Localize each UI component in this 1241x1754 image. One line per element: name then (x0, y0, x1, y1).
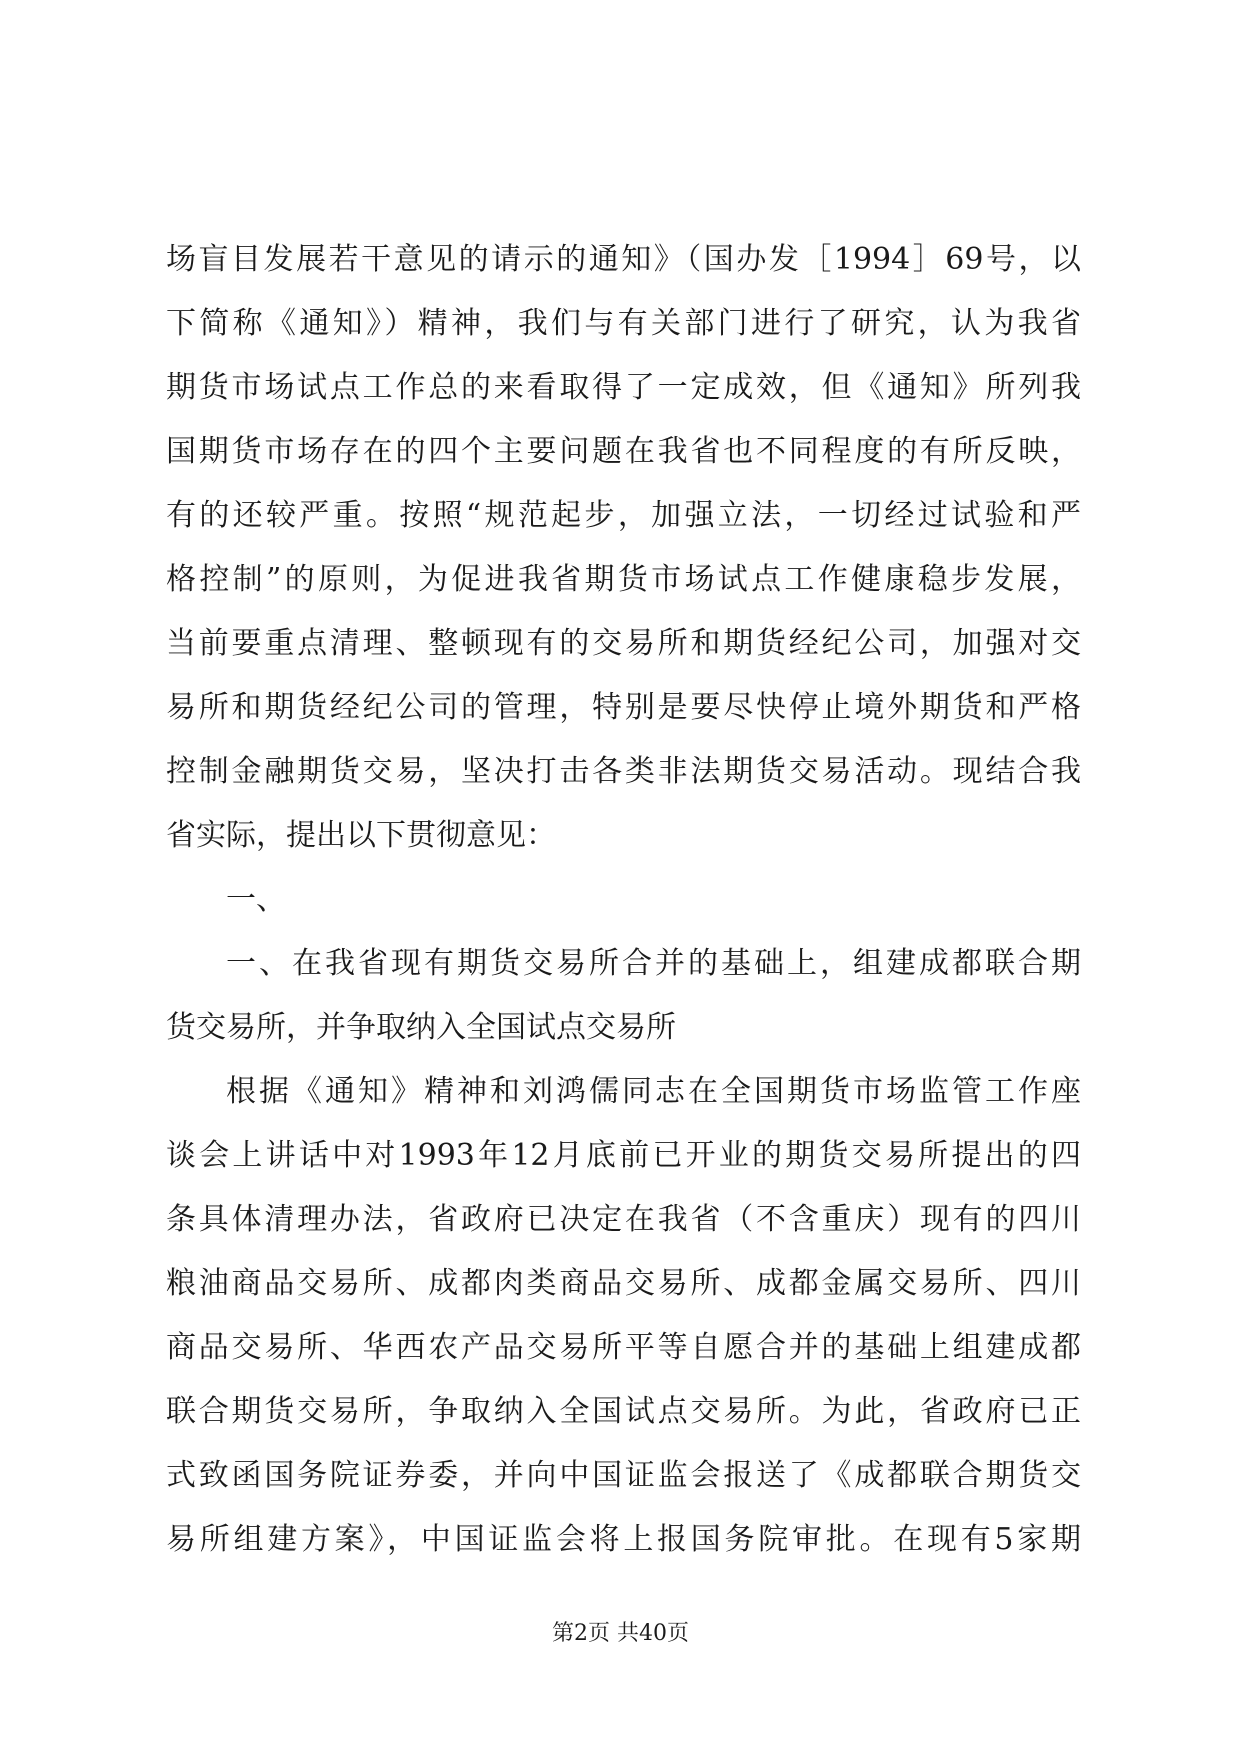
text-line: 根据《通知》精神和刘鸿儒同志在全国期货市场监管工作座 (226, 1074, 1081, 1109)
section-heading-continued: 货交易所，并争取纳入全国试点交易所 (166, 1010, 676, 1045)
text-line: 当前要重点清理、整顿现有的交易所和期货经纪公司，加强对交 (166, 626, 1081, 661)
text-line: 国期货市场存在的四个主要问题在我省也不同程度的有所反映， (166, 434, 1081, 469)
text-line: 商品交易所、华西农产品交易所平等自愿合并的基础上组建成都 (166, 1330, 1081, 1365)
text-line: 格控制”的原则，为促进我省期货市场试点工作健康稳步发展， (166, 562, 1081, 597)
text-line: 谈会上讲话中对1993年12月底前已开业的期货交易所提出的四 (166, 1138, 1081, 1173)
text-line: 粮油商品交易所、成都肉类商品交易所、成都金属交易所、四川 (166, 1266, 1081, 1301)
page-number-label: 第2页 共40页 (552, 1621, 689, 1646)
text-line: 易所和期货经纪公司的管理，特别是要尽快停止境外期货和严格 (166, 690, 1081, 725)
text-line: 易所组建方案》，中国证监会将上报国务院审批。在现有5家期 (166, 1522, 1081, 1557)
text-line: 条具体清理办法，省政府已决定在我省（不含重庆）现有的四川 (166, 1202, 1081, 1237)
text-line: 下简称《通知》）精神，我们与有关部门进行了研究，认为我省 (166, 306, 1081, 341)
text-line: 场盲目发展若干意见的请示的通知》（国办发［1994］69号，以 (166, 242, 1081, 277)
text-line: 有的还较严重。按照“规范起步，加强立法，一切经过试验和严 (166, 498, 1081, 533)
section-heading-stub: 一、 (226, 882, 286, 917)
page-footer (0, 1620, 1241, 1648)
text-line: 控制金融期货交易，坚决打击各类非法期货交易活动。现结合我 (166, 754, 1081, 789)
text-line: 期货市场试点工作总的来看取得了一定成效，但《通知》所列我 (166, 370, 1081, 405)
text-line: 省实际，提出以下贯彻意见： (166, 818, 556, 853)
body-text (166, 228, 1081, 1572)
section-heading: 一、在我省现有期货交易所合并的基础上，组建成都联合期 (226, 946, 1081, 981)
text-line: 联合期货交易所，争取纳入全国试点交易所。为此，省政府已正 (166, 1394, 1081, 1429)
text-line: 式致函国务院证券委，并向中国证监会报送了《成都联合期货交 (166, 1458, 1081, 1493)
